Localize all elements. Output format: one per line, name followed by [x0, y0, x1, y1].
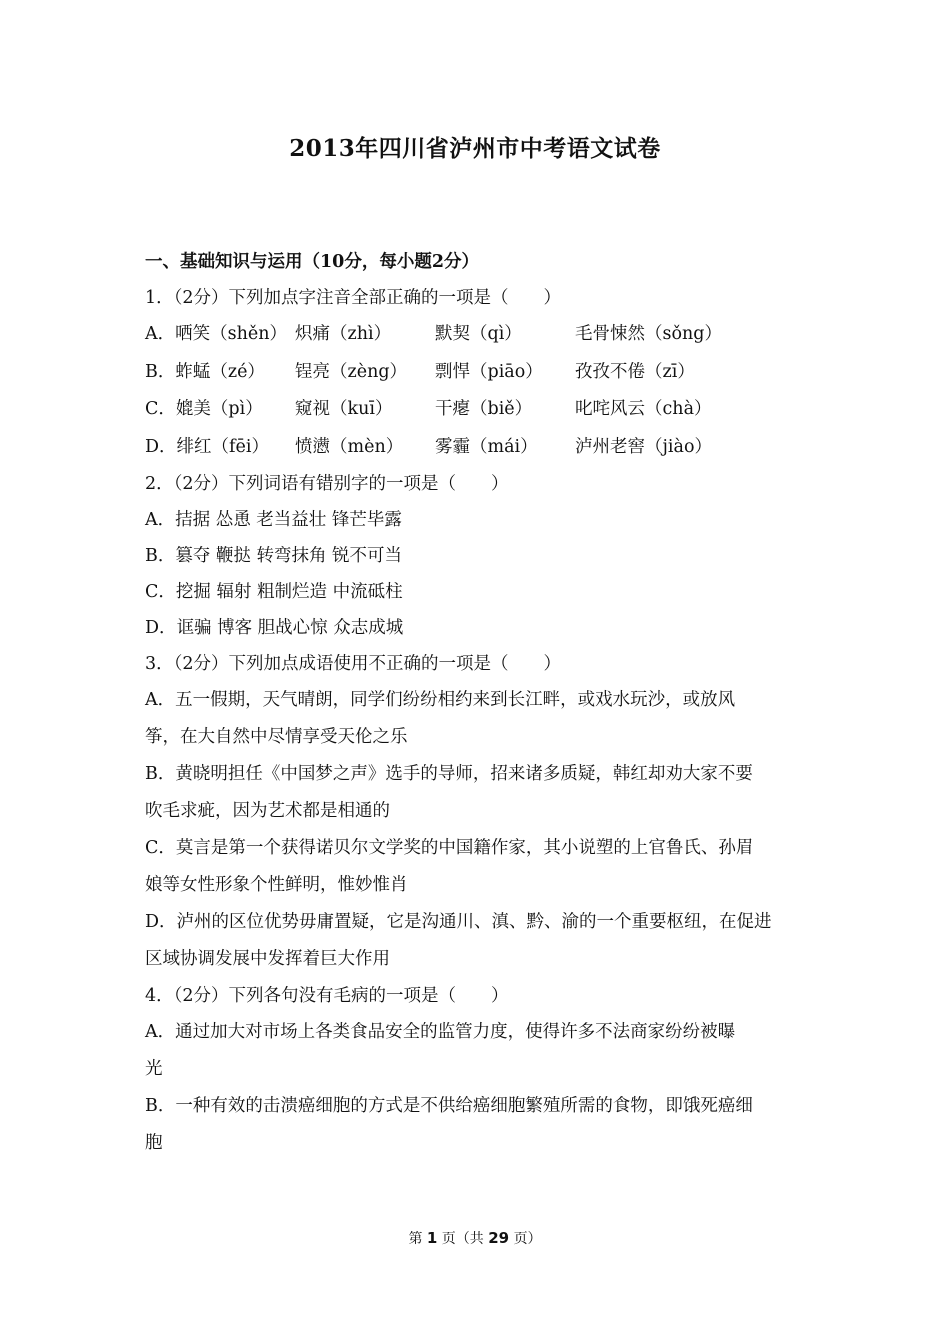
question-2-option-b: B．篡夺 鞭挞 转弯抹角 锐不可当 [145, 546, 403, 566]
option-item: 泸州老窖（jiào） [575, 436, 712, 457]
question-3-option-b [145, 756, 810, 830]
question-4-stem: 4．（2分）下列各句没有毛病的一项是（ ） [145, 986, 509, 1006]
option-line: A．通过加大对市场上各类食品安全的监管力度，使得许多不法商家纷纷被曝 [145, 1022, 736, 1042]
page-total: 29 [488, 1229, 510, 1247]
option-item: 窥视（kuī） [295, 399, 393, 419]
question-2-stem: 2．（2分）下列词语有错别字的一项是（ ） [145, 474, 509, 494]
page-footer [0, 1228, 950, 1248]
question-2-option-a: A．拮据 怂恿 老当益壮 锋芒毕露 [145, 510, 402, 530]
exam-content [145, 244, 810, 1162]
option-item: 剽悍（piāo） [435, 361, 543, 382]
option-line: B．黄晓明担任《中国梦之声》选手的导师，招来诸多质疑，韩红却劝大家不要 [145, 764, 753, 784]
question-2-option-d: D．诓骗 博客 胆战心惊 众志成城 [145, 618, 404, 638]
option-item: D．绯红（fēi） [145, 436, 269, 457]
option-item: 干瘪（biě） [435, 399, 533, 419]
option-line: A．五一假期，天气晴朗，同学们纷纷相约来到长江畔，或戏水玩沙，或放风 [145, 690, 736, 710]
option-item: 默契（qì） [435, 324, 522, 344]
option-item: B．蚱蜢（zé） [145, 361, 265, 382]
option-line: 区域协调发展中发挥着巨大作用 [145, 949, 390, 969]
question-1-option-d [145, 429, 810, 467]
option-item: C．媲美（pì） [145, 399, 263, 419]
option-item: 孜孜不倦（zī） [575, 361, 695, 382]
option-item: 叱咤风云（chà） [575, 399, 712, 419]
section-heading: 一、基础知识与运用（10分，每小题2分） [145, 252, 480, 272]
question-4-option-b [145, 1088, 810, 1162]
question-1-option-b [145, 354, 810, 392]
option-line: 娘等女性形象个性鲜明，惟妙惟肖 [145, 875, 408, 895]
option-line: C．莫言是第一个获得诺贝尔文学奖的中国籍作家，其小说塑的上官鲁氏、孙眉 [145, 838, 754, 858]
option-item: A．哂笑（shěn） [145, 324, 288, 344]
question-3-option-d [145, 904, 810, 978]
question-4-option-a [145, 1014, 810, 1088]
footer-middle: 页（共 [441, 1231, 484, 1247]
option-line: 吹毛求疵，因为艺术都是相通的 [145, 801, 390, 821]
footer-prefix: 第 [408, 1231, 423, 1247]
question-1-option-a [145, 316, 810, 354]
option-line: D．泸州的区位优势毋庸置疑，它是沟通川、滇、黔、渝的一个重要枢纽，在促进 [145, 912, 772, 932]
option-line: B．一种有效的击溃癌细胞的方式是不供给癌细胞繁殖所需的食物，即饿死癌细 [145, 1096, 753, 1116]
page-number: 1 [426, 1229, 438, 1247]
question-1-option-c [145, 391, 810, 429]
option-line: 光 [145, 1059, 163, 1079]
option-line: 筝，在大自然中尽情享受天伦之乐 [145, 727, 408, 747]
option-item: 雾霾（mái） [435, 436, 538, 457]
option-item: 愤懑（mèn） [295, 436, 404, 457]
option-item: 锃亮（zèng） [295, 361, 408, 382]
option-item: 炽痛（zhì） [295, 324, 392, 344]
question-3-stem: 3．（2分）下列加点成语使用不正确的一项是（ ） [145, 654, 562, 674]
question-1-stem: 1．（2分）下列加点字注音全部正确的一项是（ ） [145, 288, 562, 308]
option-item: 毛骨悚然（sǒng） [575, 324, 722, 344]
question-3-option-c [145, 830, 810, 904]
page-title: 2013年四川省泸州市中考语文试卷 [289, 135, 661, 162]
question-3-option-a [145, 682, 810, 756]
footer-suffix: 页） [513, 1231, 542, 1247]
option-line: 胞 [145, 1133, 163, 1153]
question-2-option-c: C．挖掘 辐射 粗制烂造 中流砥柱 [145, 582, 403, 602]
